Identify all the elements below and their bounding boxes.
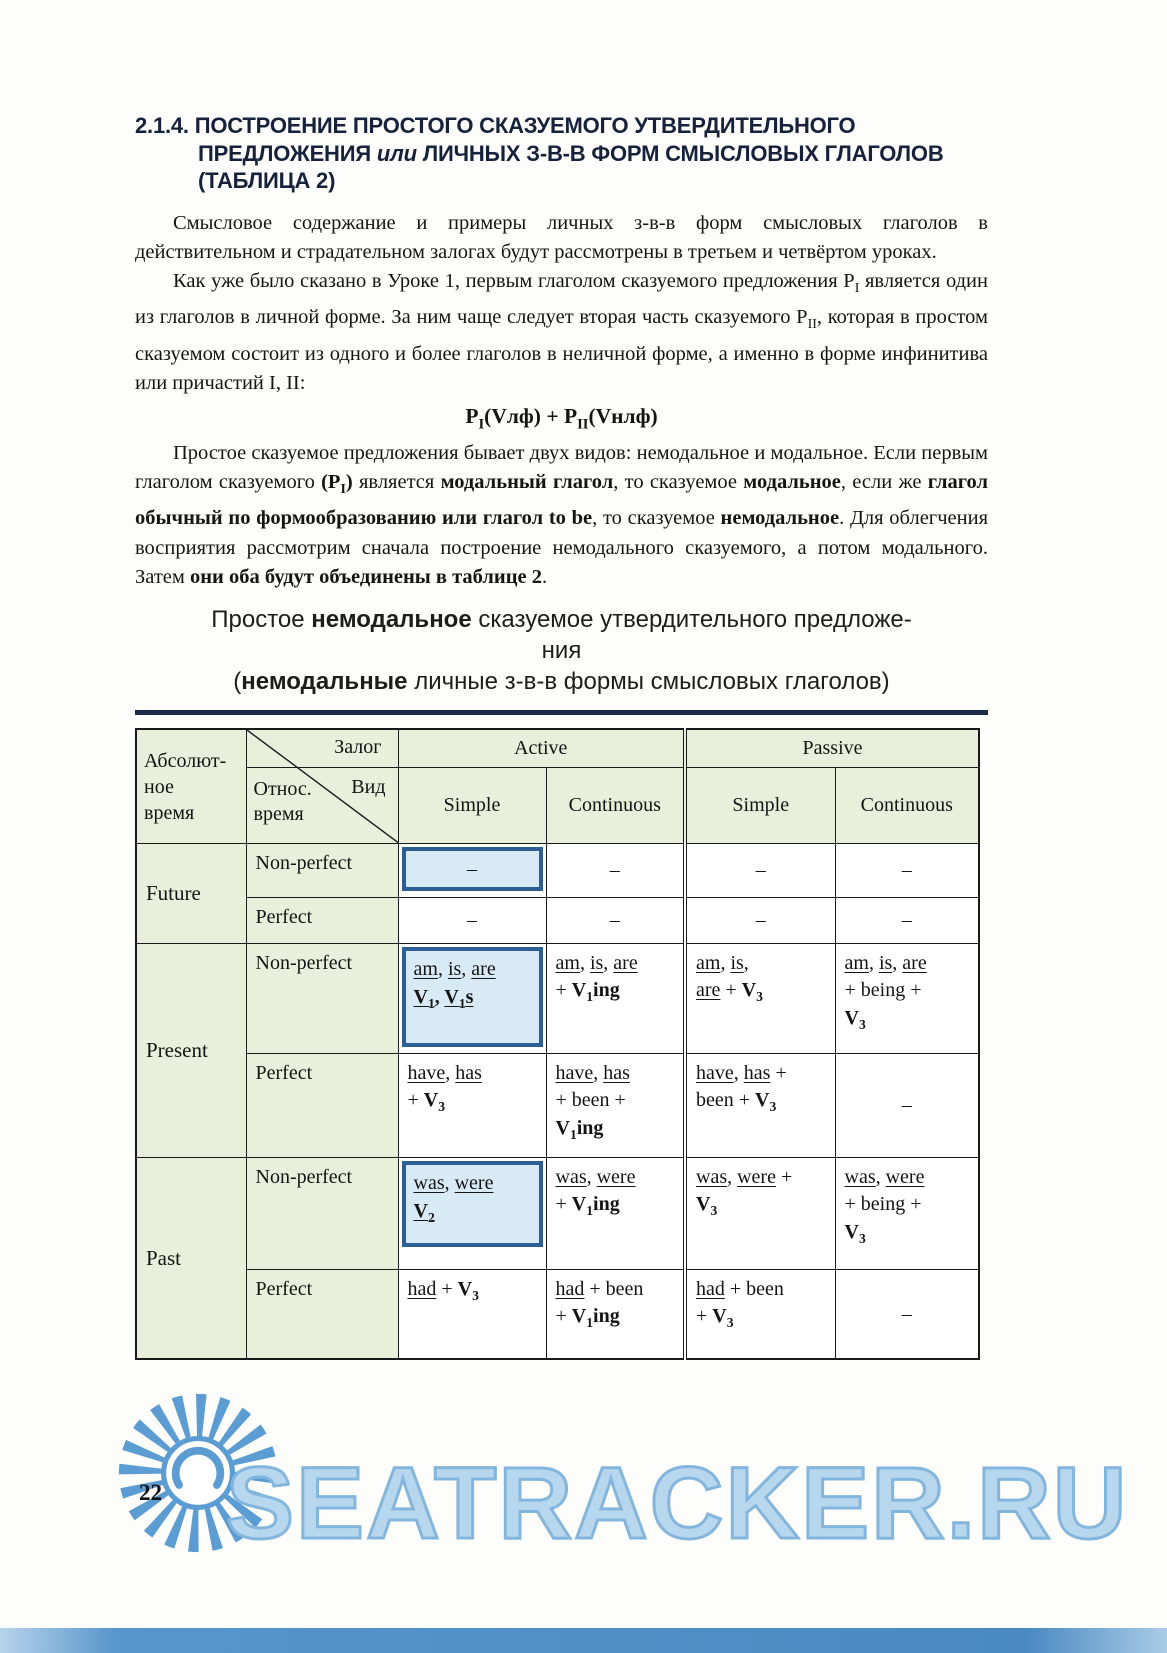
paragraph-2: Как уже было сказано в Уроке 1, первым глаголом сказуемого предложения $P_I$ является один из глаголов в личной форме. За ним чаще следует вторая часть сказуемого $P_{II}$, которая в простом сказуемом состоит из одного и более глаголов в неличной форме, а именно в форме инфинитива или причастий I, II: bbox=[135, 270, 988, 395]
cell-future-perfect-active-simple: – bbox=[398, 897, 546, 943]
table-caption bbox=[135, 604, 988, 697]
cell-past-nonperfect-passive-simple: was, were + $V_3$ bbox=[685, 1157, 835, 1269]
verb-forms-table bbox=[135, 728, 980, 1360]
cell-past-perfect-active-simple: had + $V_3$ bbox=[398, 1269, 546, 1359]
cell-past-nonperfect-active-continuous: was, were + $V_1ing$ bbox=[546, 1157, 685, 1269]
aspect-present-nonperfect: Non-perfect bbox=[246, 943, 398, 1053]
caption-line-1: Простое немодальное сказуемое утвердительного предложе- ния bbox=[211, 606, 912, 665]
cell-present-perfect-active-simple: have, has + $V_3$ bbox=[398, 1053, 546, 1157]
bottom-bar bbox=[0, 1628, 1167, 1653]
cell-future-perfect-active-continuous: – bbox=[546, 897, 685, 943]
cell-present-perfect-active-continuous: have, has + been + $V_1ing$ bbox=[546, 1053, 685, 1157]
tense-future: Future bbox=[136, 843, 246, 943]
cell-future-nonperfect-passive-simple: – bbox=[685, 843, 835, 897]
cell-present-nonperfect-passive-simple: am, is, are + $V_3$ bbox=[685, 943, 835, 1053]
section-heading: 2.1.4. ПОСТРОЕНИЕ ПРОСТОГО СКАЗУЕМОГО УТВЕРДИТЕЛЬНОГО ПРЕДЛОЖЕНИЯ или ЛИЧНЫХ З-В-В ФОРМ СМЫСЛОВЫХ ГЛАГОЛОВ (ТАБЛИЦА 2) bbox=[135, 113, 944, 193]
predicate-formula: $P_I(Vлф)$ + $P_{II}(Vнлф)$ bbox=[465, 404, 658, 433]
aspect-future-nonperfect: Non-perfect bbox=[246, 843, 398, 897]
cell-present-nonperfect-active-simple bbox=[398, 943, 546, 1053]
aspect-past-perfect: Perfect bbox=[246, 1269, 398, 1359]
cell-future-perfect-passive-continuous: – bbox=[835, 897, 979, 943]
relative-time-label: Относ. время bbox=[253, 778, 312, 826]
divider-rule bbox=[135, 710, 988, 715]
cell-past-perfect-active-continuous: had + been + $V_1ing$ bbox=[546, 1269, 685, 1359]
cell-past-nonperfect-passive-continuous: was, were + being + $V_3$ bbox=[835, 1157, 979, 1269]
cell-present-perfect-passive-simple: have, has + been + $V_3$ bbox=[685, 1053, 835, 1157]
aspect-future-perfect: Perfect bbox=[246, 897, 398, 943]
cell-past-perfect-passive-continuous: – bbox=[835, 1269, 979, 1359]
cell-future-nonperfect-active-simple bbox=[398, 843, 546, 897]
absolute-time-header: Абсолют- ное время bbox=[136, 729, 246, 843]
cell-present-nonperfect-passive-continuous: am, is, are + being + $V_3$ bbox=[835, 943, 979, 1053]
voice-aspect-corner-header bbox=[246, 729, 398, 843]
cell-future-nonperfect-active-continuous: – bbox=[546, 843, 685, 897]
paragraph-3: Простое сказуемое предложения бывает двух видов: немодальное и модальное. Если первым глаголом сказуемого $(P_I)$ является модальный глагол, то сказуемое модальное, если же глагол обычный по формообразованию или глагол to be, то сказуемое немодальное. Для облегчения восприятия рассмотрим сначала построение немодального сказуемого, а потом модального. Затем они оба будут объединены в таблице 2. bbox=[135, 441, 988, 589]
aspect-present-perfect: Perfect bbox=[246, 1053, 398, 1157]
highlight-box-future: – bbox=[402, 847, 543, 891]
cell-future-nonperfect-passive-continuous: – bbox=[835, 843, 979, 897]
voice-label: Залог bbox=[334, 736, 382, 759]
aspect-past-nonperfect: Non-perfect bbox=[246, 1157, 398, 1269]
caption-line-2: (немодальные личные з-в-в формы смысловых глаголов) bbox=[233, 668, 890, 696]
cell-future-perfect-passive-simple: – bbox=[685, 897, 835, 943]
active-column-header: Active bbox=[398, 729, 685, 767]
cell-past-perfect-passive-simple: had + been + $V_3$ bbox=[685, 1269, 835, 1359]
passive-column-header: Passive bbox=[685, 729, 979, 767]
watermark-text: SEATRACKER.RU bbox=[226, 1446, 1129, 1560]
cell-present-nonperfect-active-continuous: am, is, are + $V_1ing$ bbox=[546, 943, 685, 1053]
page-number: 22 bbox=[139, 1480, 162, 1505]
watermark bbox=[112, 1382, 1128, 1564]
corner-divider-line bbox=[247, 767, 398, 768]
tense-past: Past bbox=[136, 1157, 246, 1359]
active-simple-header: Simple bbox=[398, 767, 546, 843]
passive-simple-header: Simple bbox=[685, 767, 835, 843]
paragraph-1: Смысловое содержание и примеры личных з-в-в форм смысловых глаголов в действительном и страдательном залогах будут рассмотрены в третьем и четвёртом уроках. bbox=[135, 211, 988, 263]
tense-present: Present bbox=[136, 943, 246, 1157]
passive-continuous-header: Continuous bbox=[835, 767, 979, 843]
active-continuous-header: Continuous bbox=[546, 767, 685, 843]
highlight-box-past: was, were $V_2$ bbox=[402, 1161, 543, 1247]
cell-present-perfect-passive-continuous: – bbox=[835, 1053, 979, 1157]
cell-past-nonperfect-active-simple bbox=[398, 1157, 546, 1269]
page-content bbox=[135, 112, 988, 1360]
highlight-box-present: am, is, are $V_1$, $V_1s$ bbox=[402, 947, 543, 1047]
aspect-label: Вид bbox=[351, 776, 386, 799]
